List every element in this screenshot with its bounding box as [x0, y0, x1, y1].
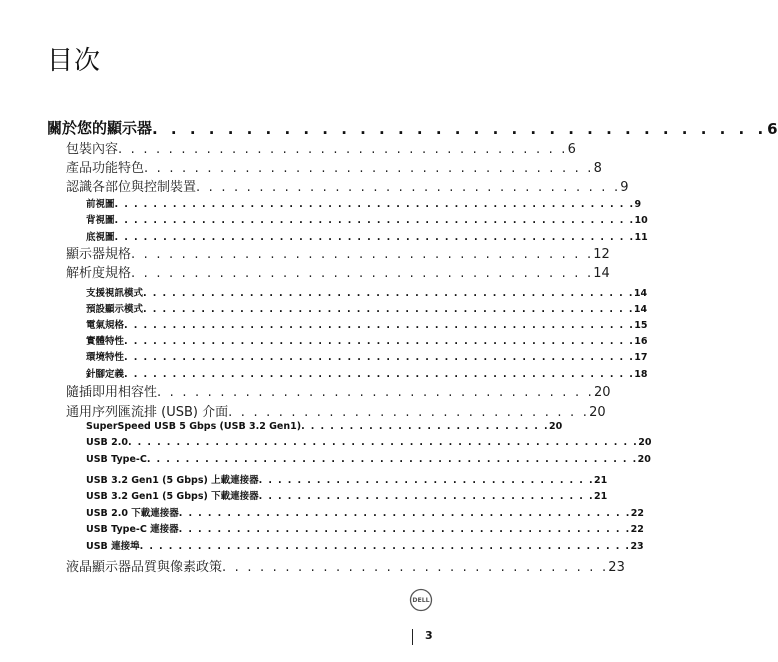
toc-entry[interactable] — [86, 366, 648, 380]
toc-entry-page: 6 — [567, 142, 576, 157]
toc-leader-dots: . . . . . . . . . . . . . . . . . . . . . . . . . . . . . . . . . . . . — [118, 142, 568, 157]
toc-leader-dots: . . . . . . . . . . . . . . . . . . . . . . . . . . . . . . . — [222, 560, 609, 575]
toc-leader-dots: . . . . . . . . . . . . . . . . . . . . . . . . . . . . . . . . . . . . . . . . . . . . . . . . . . . — [143, 288, 634, 299]
toc-entry-label: 認識各部位與控制裝置 — [66, 180, 197, 195]
toc-entry-page: 14 — [633, 304, 648, 315]
toc-entry-label: USB Type-C 連接器 — [86, 524, 179, 535]
toc-entry[interactable] — [86, 285, 648, 299]
toc-entry-label: 產品功能特色 — [66, 161, 145, 176]
toc-entry[interactable] — [86, 521, 644, 535]
toc-leader-dots: . . . . . . . . . . . . . . . . . . . . . . . . . . . . . . . . . . . . . — [131, 266, 594, 281]
toc-entry-label: USB 2.0 下載連接器 — [86, 508, 179, 519]
footer-divider — [412, 629, 413, 645]
toc-leader-dots: . . . . . . . . . . . . . . . . . . . . . . . . . . . . . . . . . . . . . . . . . . . . . . . . . . . — [139, 541, 631, 552]
toc-entry-page: 8 — [593, 161, 602, 176]
toc-entry[interactable] — [86, 505, 644, 519]
toc-entry-page: 20 — [593, 385, 611, 400]
toc-entry[interactable] — [86, 421, 563, 432]
toc-entry-page: 9 — [620, 180, 629, 195]
toc-entry-page: 20 — [638, 437, 652, 448]
toc-entry[interactable] — [66, 381, 611, 400]
toc-entry-page: 23 — [630, 541, 644, 552]
toc-leader-dots: . . . . . . . . . . . . . . . . . . . . . . . . . . . . . . . . . . . . . . . . . . . . . . . . . . . . . — [124, 352, 635, 363]
toc-entry-label: 解析度規格 — [66, 266, 132, 281]
toc-entry-page: 14 — [593, 266, 610, 281]
toc-entry-label: 包裝內容 — [66, 142, 119, 157]
toc-entry-label: 底視圖 — [86, 232, 115, 243]
toc-leader-dots: . . . . . . . . . . . . . . . . . . . . . . . . . . . . . . . . . . . — [157, 385, 594, 400]
toc-entry-label: USB 3.2 Gen1 (5 Gbps) 下載連接器 — [86, 491, 259, 502]
toc-leader-dots: . . . . . . . . . . . . . . . . . . . . . . . . . . . . . . . . . . . . . . . . . . . . . . . . . . . . . . — [114, 232, 635, 243]
toc-entry-page: 6 — [767, 120, 778, 138]
toc-leader-dots: . . . . . . . . . . . . . . . . . . . . . . . . . . . . . . . . . . . . . . . . . . . . . . . — [178, 524, 631, 535]
toc-leader-dots: . . . . . . . . . . . . . . . . . . . . . . . . . . . . . . . . . — [152, 120, 768, 138]
toc-entry[interactable] — [86, 333, 648, 347]
toc-entry[interactable] — [86, 317, 648, 331]
toc-entry-label: 顯示器規格 — [66, 247, 132, 262]
toc-entry-page: 20 — [637, 454, 651, 465]
toc-entry-label: USB 2.0 — [86, 437, 128, 448]
toc-leader-dots: . . . . . . . . . . . . . . . . . . . . . . . . . . . . . . . . . . — [196, 180, 621, 195]
toc-leader-dots: . . . . . . . . . . . . . . . . . . . . . . . . . . . . . . . . . . . . . . . . . . . . . . . . . . . . . — [124, 369, 635, 380]
toc-entry-page: 18 — [634, 369, 648, 380]
toc-entry-page: 9 — [634, 199, 642, 210]
toc-entry-label: 通用序列匯流排 (USB) 介面 — [66, 405, 229, 420]
toc-entry[interactable] — [66, 262, 610, 281]
toc-leader-dots: . . . . . . . . . . . . . . . . . . . . . . . . . . . . . . . . . . . — [258, 475, 594, 486]
toc-entry-page: 22 — [630, 524, 644, 535]
toc-entry[interactable] — [86, 538, 644, 552]
toc-leader-dots: . . . . . . . . . . . . . . . . . . . . . . . . . . . . . . . . . . . . . . . . . . . . . . . — [178, 508, 631, 519]
toc-leader-dots: . . . . . . . . . . . . . . . . . . . . . . . . . . . . . . . . . . . . . — [131, 247, 594, 262]
toc-entry[interactable] — [66, 157, 602, 176]
toc-entry-page: 16 — [634, 336, 648, 347]
toc-entry-label: 關於您的顯示器 — [47, 119, 153, 137]
toc-entry[interactable] — [86, 488, 608, 502]
toc-entry-label: 電氣規格 — [86, 320, 125, 331]
toc-entry-page: 21 — [594, 491, 608, 502]
toc-entry[interactable] — [47, 117, 778, 138]
toc-entry-page: 11 — [634, 232, 648, 243]
dell-logo — [409, 588, 433, 612]
toc-entry-label: 液晶顯示器品質與像素政策 — [66, 560, 223, 575]
toc-leader-dots: . . . . . . . . . . . . . . . . . . . . . . . . . . . . . . . . . . . . . . . . . . . . . . . . . . . . . . — [114, 199, 635, 210]
toc-leader-dots: . . . . . . . . . . . . . . . . . . . . . . . . . . . . . . . . . . . . . . . . . . . . . . . . . . . . . — [124, 320, 635, 331]
toc-leader-dots: . . . . . . . . . . . . . . . . . . . . . . . . . . . . . . . . . . . . . . . . . . . . . . . . . . . . . . — [114, 215, 635, 226]
toc-entry[interactable] — [86, 229, 648, 243]
toc-entry[interactable] — [66, 243, 610, 262]
toc-entry-page: 21 — [594, 475, 608, 486]
toc-entry-label: 支援視訊模式 — [86, 288, 144, 299]
toc-entry-page: 12 — [593, 247, 610, 262]
toc-entry-page: 23 — [608, 560, 625, 575]
toc-entry[interactable] — [86, 472, 608, 486]
toc-entry[interactable] — [86, 454, 651, 465]
toc-entry[interactable] — [86, 349, 648, 363]
toc-leader-dots: . . . . . . . . . . . . . . . . . . . . . . . . . . . . . . . . . . . . — [144, 161, 594, 176]
toc-entry-page: 17 — [634, 352, 648, 363]
toc-leader-dots: . . . . . . . . . . . . . . . . . . . . . . . . . . . . . . . . . . . . . . . . . . . . . . . . . . . — [143, 304, 634, 315]
toc-entry-label: 預設顯示模式 — [86, 304, 144, 315]
toc-entry-label: USB 3.2 Gen1 (5 Gbps) 上載連接器 — [86, 475, 259, 486]
toc-leader-dots: . . . . . . . . . . . . . . . . . . . . . . . . . . . . . — [228, 405, 590, 420]
toc-leader-dots: . . . . . . . . . . . . . . . . . . . . . . . . . . . . . . . . . . . . . . . . . . . . . . . . . . . . . — [127, 437, 639, 448]
toc-entry[interactable] — [86, 212, 648, 226]
toc-entry-label: 環境特性 — [86, 352, 125, 363]
toc-entry-page: 10 — [634, 215, 648, 226]
dell-logo-text: DELL — [412, 597, 430, 605]
toc-entry[interactable] — [66, 138, 576, 157]
toc-entry[interactable] — [66, 556, 625, 575]
toc-entry-label: 隨插即用相容性 — [66, 385, 158, 400]
toc-entry-label: SuperSpeed USB 5 Gbps (USB 3.2 Gen1) — [86, 421, 302, 432]
toc-entry[interactable] — [66, 401, 606, 420]
toc-leader-dots: . . . . . . . . . . . . . . . . . . . . . . . . . . — [301, 421, 550, 432]
toc-leader-dots: . . . . . . . . . . . . . . . . . . . . . . . . . . . . . . . . . . . . . . . . . . . . . . . . . . . — [146, 454, 638, 465]
footer-page-number: 3 — [425, 629, 433, 642]
page-title: 目次 — [47, 46, 102, 76]
toc-entry[interactable] — [66, 176, 629, 195]
toc-entry[interactable] — [86, 301, 648, 315]
toc-entry-label: USB 連接埠 — [86, 541, 140, 552]
toc-entry-label: 背視圖 — [86, 215, 115, 226]
toc-entry-label: 實體特性 — [86, 336, 125, 347]
toc-entry-label: 針腳定義 — [86, 369, 125, 380]
toc-entry[interactable] — [86, 437, 652, 448]
toc-entry-page: 20 — [589, 405, 606, 420]
toc-entry-page: 20 — [549, 421, 563, 432]
toc-entry-page: 14 — [633, 288, 648, 299]
toc-entry-page: 15 — [634, 320, 648, 331]
toc-entry[interactable] — [86, 196, 642, 210]
toc-entry-page: 22 — [630, 508, 644, 519]
toc-entry-label: USB Type-C — [86, 454, 147, 465]
toc-leader-dots: . . . . . . . . . . . . . . . . . . . . . . . . . . . . . . . . . . . — [258, 491, 594, 502]
toc-leader-dots: . . . . . . . . . . . . . . . . . . . . . . . . . . . . . . . . . . . . . . . . . . . . . . . . . . . . . — [124, 336, 635, 347]
toc-entry-label: 前視圖 — [86, 199, 115, 210]
